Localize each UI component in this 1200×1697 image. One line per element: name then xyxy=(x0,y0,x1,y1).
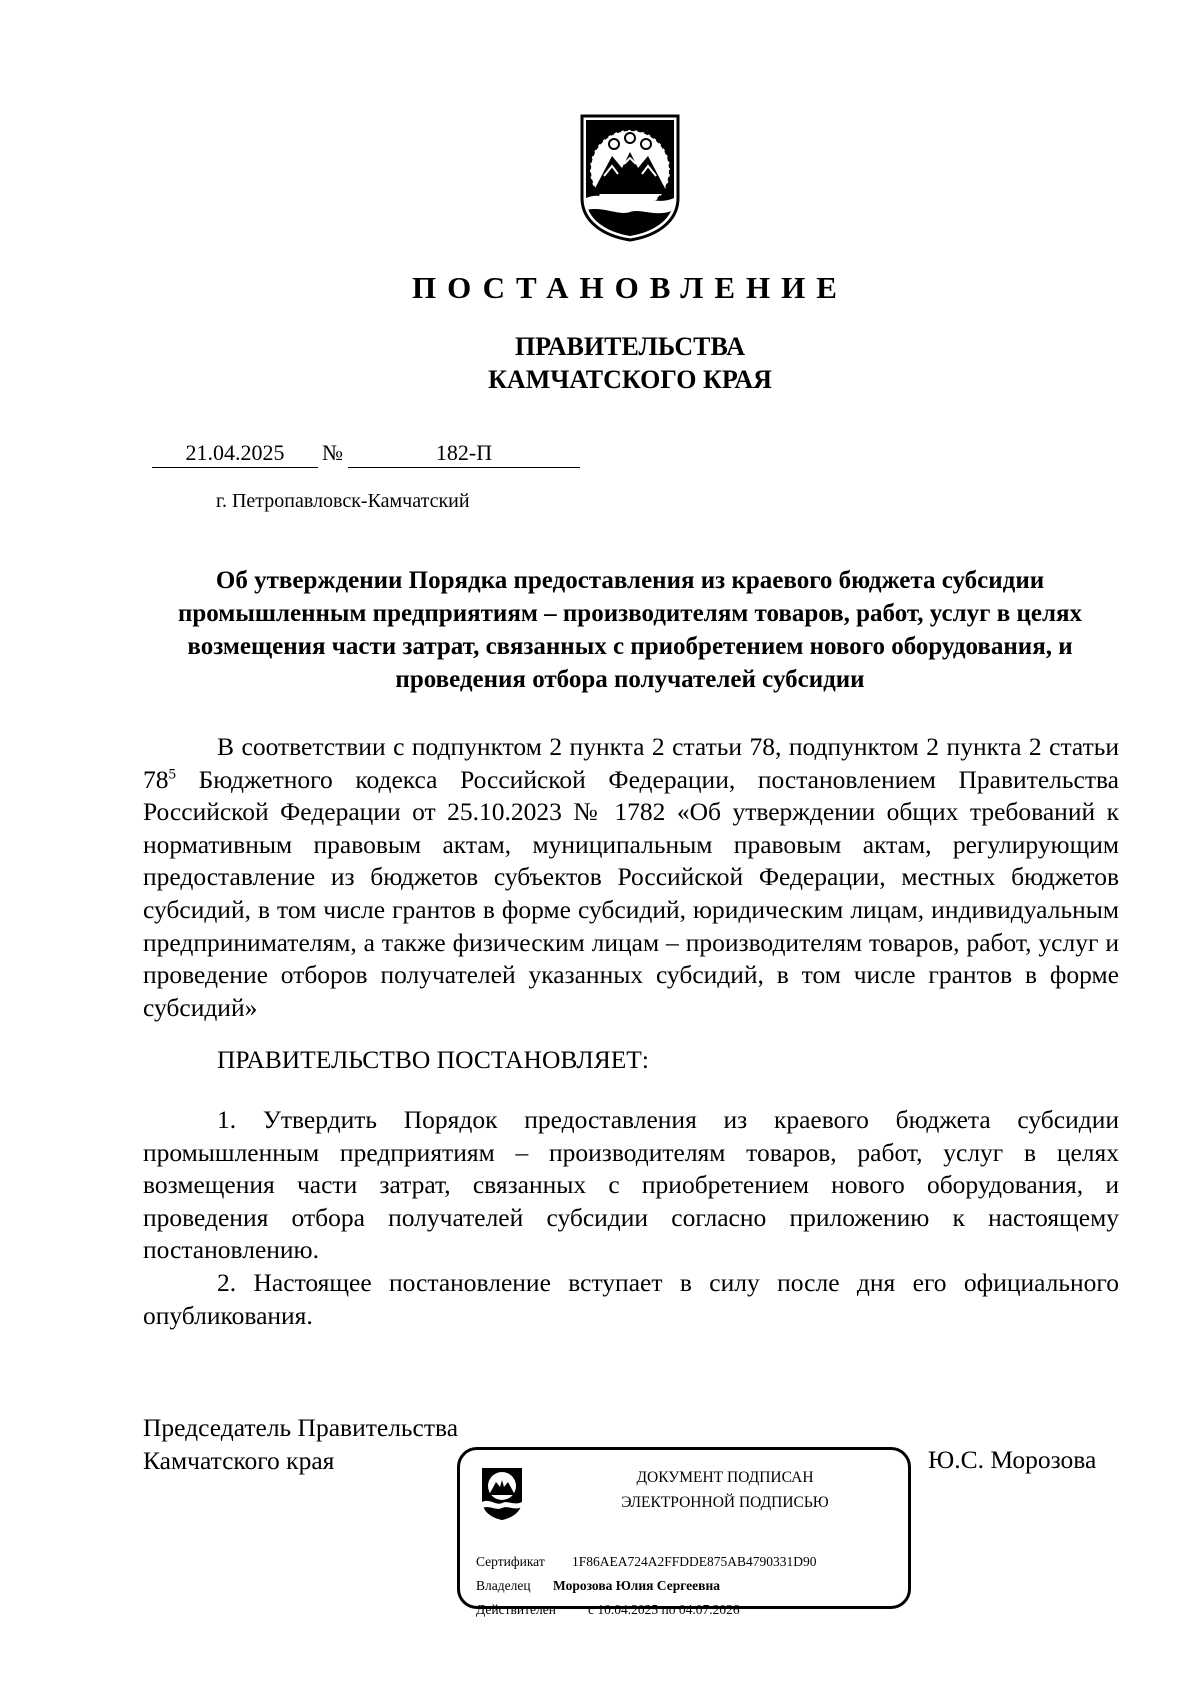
document-type-heading: ПОСТАНОВЛЕНИЕ xyxy=(412,270,848,305)
preamble-paragraph xyxy=(143,731,1119,1024)
preamble-text-2: Бюджетного кодекса Российской Федерации, постановлением Правительства Российской Федерации от 25.10.2023 № 1782 «Об утверждении общих требований к нормативным правовым актам, муниципальным правовым актам, регулирующим предоставление из бюджетов субъектов Российской Федерации, местных бюджетов субсидий, в том числе грантов в форме субсидий, юридическим лицам, индивидуальным предпринимателям, а также физическим лицам – производителям товаров, работ, услуг и проведение отборов получателей указанных субсидий, в том числе грантов в форме субсидий» xyxy=(143,764,1119,1022)
owner-value: Морозова Юлия Сергеевна xyxy=(553,1578,720,1593)
stamp-validity-row xyxy=(476,1602,740,1618)
document-title: Об утверждении Порядка предоставления из краевого бюджета субсидии промышленным предприятиям – производителям товаров, работ, услуг в целях возмещения части затрат, связанных с приобретением нового оборудования, и проведения отбора получателей субсидии xyxy=(177,567,1083,693)
resolve-heading: ПРАВИТЕЛЬСТВО ПОСТАНОВЛЯЕТ: xyxy=(217,1045,649,1074)
certificate-value: 1F86AEA724A2FFDDE875AB4790331D90 xyxy=(572,1554,817,1569)
document-number: 182-П xyxy=(348,440,580,468)
owner-label: Владелец xyxy=(476,1578,531,1593)
document-date: 21.04.2025 xyxy=(152,440,318,468)
issuer-line-1: ПРАВИТЕЛЬСТВА xyxy=(515,332,745,361)
preamble-text-1: В соответствии с подпунктом 2 пункта 2 статьи 78, подпунктом 2 пункта 2 статьи 78 xyxy=(143,732,1119,794)
number-sign: № xyxy=(322,440,343,465)
item-1: 1. Утвердить Порядок предоставления из краевого бюджета субсидии промышленным предприятиям – производителям товаров, работ, услуг в целях возмещения части затрат, связанных с приобретением нового оборудования, и проведения отбора получателей субсидии согласно приложению к настоящему постановлению. xyxy=(143,1105,1119,1265)
stamp-certificate-row xyxy=(476,1554,817,1570)
electronic-signature-stamp xyxy=(457,1447,911,1617)
signer-position xyxy=(143,1411,458,1477)
coat-of-arms-icon xyxy=(578,112,682,242)
stamp-heading-line-2: ЭЛЕКТРОННОЙ ПОДПИСЬЮ xyxy=(621,1494,829,1511)
stamp-emblem-icon xyxy=(476,1462,528,1522)
validity-value: с 10.04.2025 по 04.07.2026 xyxy=(588,1602,740,1617)
signer-position-line-1: Председатель Правительства xyxy=(143,1413,459,1442)
city: г. Петропавловск-Камчатский xyxy=(216,490,470,512)
signer-position-line-2: Камчатского края xyxy=(143,1446,335,1475)
issuer-line-2: КАМЧАТСКОГО КРАЯ xyxy=(488,365,772,394)
item-2: 2. Настоящее постановление вступает в силу после дня его официального опубликования. xyxy=(143,1268,1119,1330)
issuer-heading xyxy=(400,330,860,396)
preamble-superscript: 5 xyxy=(168,766,176,783)
validity-label: Действителен xyxy=(476,1602,556,1617)
stamp-heading xyxy=(560,1465,890,1515)
stamp-heading-line-1: ДОКУМЕНТ ПОДПИСАН xyxy=(636,1469,814,1486)
stamp-owner-row xyxy=(476,1578,720,1594)
signer-name: Ю.С. Морозова xyxy=(928,1445,1097,1474)
certificate-label: Сертификат xyxy=(476,1554,545,1569)
